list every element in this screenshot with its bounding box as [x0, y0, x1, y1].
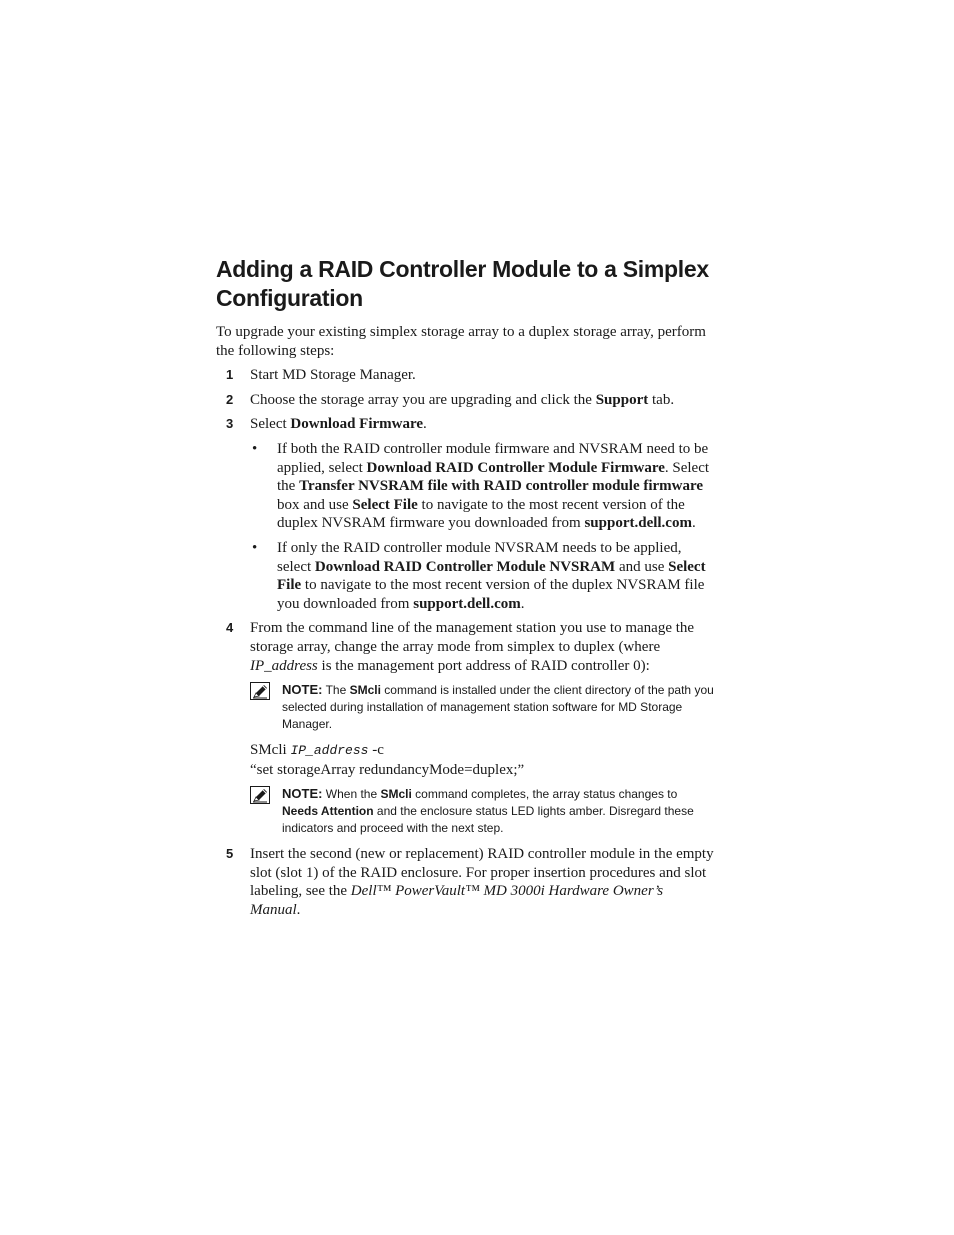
note-text: command completes, the array status changes to — [411, 787, 678, 802]
bullet-item-nvsram-only — [250, 539, 716, 613]
note-text: When the — [322, 787, 381, 802]
note-pencil-icon — [250, 786, 270, 804]
ui-term-download-firmware: Download Firmware — [290, 416, 424, 433]
note-text: and the enclosure status LED lights amber. Disregard these indicators and proceed with the next step. — [282, 804, 694, 836]
bullet-text: If only the RAID controller module NVSRAM needs to be applied, select — [277, 539, 682, 575]
step-3 — [216, 415, 716, 613]
needs-attention-term: Needs Attention — [282, 804, 374, 819]
step-text: . — [423, 416, 427, 433]
step-text: Insert the second (new or replacement) RAID controller module in the empty slot (slot 1) of the RAID enclosure. For proper insertion procedures and slot labeling, see the — [250, 846, 714, 900]
ui-term-support: Support — [595, 391, 649, 408]
page-content — [216, 255, 716, 926]
bullet-list — [250, 440, 716, 613]
bullet-item-firmware-and-nvsram — [250, 440, 716, 533]
bullet-glyph: • — [252, 440, 258, 457]
step-4 — [216, 619, 716, 837]
note-pencil-icon — [250, 682, 270, 700]
note-text: The — [322, 683, 350, 698]
step-number: 2 — [226, 391, 234, 407]
intro-paragraph: To upgrade your existing simplex storage array to a duplex storage array, perform the following steps: — [216, 324, 706, 359]
command-text: SMcli — [250, 742, 291, 759]
step-number: 4 — [226, 620, 234, 636]
bullet-text: If both the RAID controller module firmware and NVSRAM need to be applied, select — [277, 440, 709, 476]
step-text: From the command line of the management station you use to manage the storage array, change the array mode from simplex to duplex (where — [250, 620, 695, 655]
bullet-glyph: • — [252, 539, 258, 556]
step-5 — [216, 845, 716, 919]
smcli-term: SMcli — [380, 787, 412, 802]
note-label: NOTE: — [282, 682, 323, 698]
command-argument: IP_address — [290, 743, 369, 759]
ui-term: Select File — [352, 496, 418, 513]
ui-term: Download RAID Controller Module NVSRAM — [314, 558, 616, 575]
step-number: 1 — [226, 367, 234, 383]
ui-term: Transfer NVSRAM file with RAID controller module firmware — [299, 478, 704, 495]
support-site-reference: support.dell.com — [413, 595, 521, 612]
manual-title: Dell™ PowerVault™ MD 3000i Hardware Owner’s Manual — [250, 883, 664, 919]
step-text: Select — [250, 416, 291, 433]
bullet-text: . — [691, 515, 696, 532]
heading-line-2: Configuration — [216, 285, 363, 311]
step-1 — [216, 366, 716, 385]
note-label: NOTE: — [282, 786, 323, 802]
ui-term: Select File — [277, 558, 706, 594]
command-text: -c — [368, 742, 384, 759]
bullet-text: . Select the — [277, 459, 710, 495]
step-text: is the management port address of RAID controller 0): — [317, 657, 650, 674]
heading-line-1: Adding a RAID Controller Module to a Simplex — [216, 256, 709, 282]
smcli-term: SMcli — [349, 683, 381, 698]
note-array-status — [250, 785, 716, 837]
step-number: 5 — [226, 846, 234, 862]
ip-address-term: IP_address — [250, 657, 318, 674]
step-text: Choose the storage array you are upgrading and click the — [250, 391, 596, 408]
section-heading — [216, 255, 716, 313]
bullet-text: to navigate to the most recent version of the duplex NVSRAM file you downloaded from — [277, 577, 705, 612]
ui-term: Download RAID Controller Module Firmware — [366, 459, 665, 476]
step-number: 3 — [226, 416, 234, 432]
step-2 — [216, 391, 716, 410]
support-site-reference: support.dell.com — [584, 515, 692, 532]
bullet-text: to navigate to the most recent version of the duplex NVSRAM firmware you downloaded from — [277, 496, 685, 532]
note-smcli-location — [250, 681, 716, 733]
bullet-text: . — [520, 595, 525, 612]
bullet-text: box and use — [277, 496, 353, 513]
step-text: Start MD Storage Manager. — [250, 367, 416, 384]
note-text: command is installed under the client directory of the path you selected during installation of management station software for MD Storage Manager. — [282, 683, 714, 732]
command-line-2: “set storageArray redundancyMode=duplex;” — [250, 761, 525, 778]
step-text: tab. — [648, 391, 675, 408]
command-block — [250, 741, 716, 779]
bullet-text: and use — [615, 558, 669, 575]
step-text: . — [296, 902, 301, 919]
